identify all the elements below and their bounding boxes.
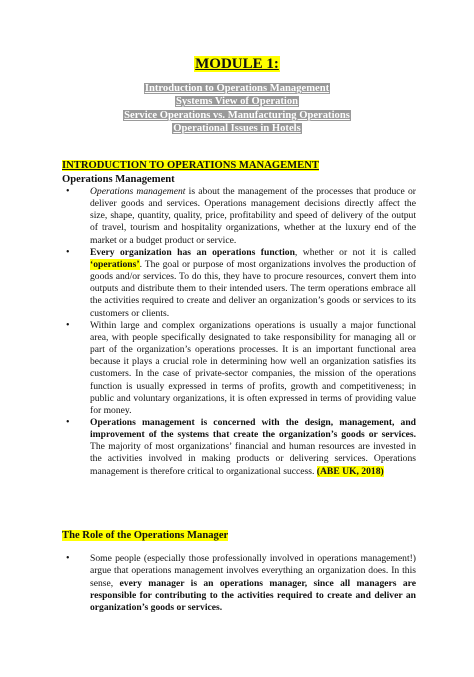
paragraph: [90, 186, 416, 247]
paragraph-text: The majority of most organizations’ financial and human resources are invested in the activities involved in making products or delivering services. Operations management is therefore critical to organizational success.: [90, 441, 416, 477]
subtitle-text: Introduction to Operations Management: [144, 83, 330, 94]
subtitle-line: [0, 109, 474, 122]
paragraph-text: Some people (especially those professionally involved in operations management!) argue that operations management involves everything an organization does. In this sense,: [90, 553, 416, 589]
bullet-icon: •: [66, 319, 70, 331]
bold-text: Every organization has an operations function: [90, 246, 295, 258]
italic-term: Operations management: [90, 186, 186, 197]
subtitle-text: Service Operations vs. Manufacturing Operations: [124, 109, 350, 121]
role-heading-text: The Role of the Operations Manager: [62, 530, 229, 541]
bullet-icon: •: [66, 246, 70, 258]
paragraph: [90, 417, 416, 478]
citation: (ABE UK, 2018): [316, 465, 384, 477]
list-item: [62, 553, 416, 614]
bold-text: every manager is an operations manager, since all managers are responsible for contributing to the activities required to create and deliver an organization’s goods or services.: [90, 577, 416, 614]
bold-text: Operations management is concerned with the design, management, and improvement of the systems that create the organization’s goods or services.: [90, 416, 416, 441]
bullet-icon: •: [66, 186, 70, 197]
subtitle-line: [0, 95, 474, 108]
role-heading: [62, 530, 228, 541]
role-bullet-list: [62, 553, 416, 614]
list-item: [62, 186, 416, 247]
list-item: [62, 417, 416, 478]
section-heading: [62, 160, 319, 171]
bullet-icon: •: [66, 416, 70, 428]
list-item: [62, 320, 416, 417]
highlighted-term: ‘operations’: [90, 258, 140, 270]
section-heading-text: INTRODUCTION TO OPERATIONS MANAGEMENT: [62, 160, 319, 171]
module-title-text: MODULE 1:: [195, 56, 279, 72]
subtitle-text: Operational Issues in Hotels: [173, 123, 301, 135]
paragraph: [90, 320, 416, 417]
bullet-list: [62, 186, 416, 478]
paragraph-text: is about the management of the processes that produce or deliver goods and services. Operations management decisions directly affect the size, shape, quantity, quality, price, profitability and speed of delivery of the output of travel, tourism and hospitality organizations, whether at the luxury end of the market or a budget product or service.: [90, 186, 417, 246]
paragraph: [90, 247, 416, 320]
module-title: [0, 56, 474, 73]
subtitle-line: [0, 122, 474, 135]
paragraph-text: Within large and complex organizations operations is usually a major functional area, with people specifically designated to take responsibility for managing all or part of the organization’s operations processes. It is an important functional area because it plays a crucial role in determining how well an organization satisfies its customers. In the case of private-sector companies, the mission of the operations function is usually expressed in terms of profits, growth and competitiveness; in public and voluntary organizations, it is often expressed in terms of providing value for money.: [90, 319, 416, 416]
paragraph-text: . The goal or purpose of most organizations involves the production of goods and/or services. To do this, they have to procure resources, convert them into outputs and distribute them to their intended users. The term operations embrace all the activities required to create and deliver an organization’s goods or services to its customers or clients.: [90, 258, 416, 319]
subtitle-text: Systems View of Operation: [175, 96, 299, 108]
bullet-icon: •: [66, 553, 70, 564]
sub-heading: Operations Management: [62, 174, 175, 185]
subtitle-line: [0, 82, 474, 95]
paragraph: [90, 553, 416, 614]
paragraph-text: , whether or not it is called: [294, 246, 416, 258]
list-item: [62, 247, 416, 320]
module-subtitles: [0, 82, 474, 136]
